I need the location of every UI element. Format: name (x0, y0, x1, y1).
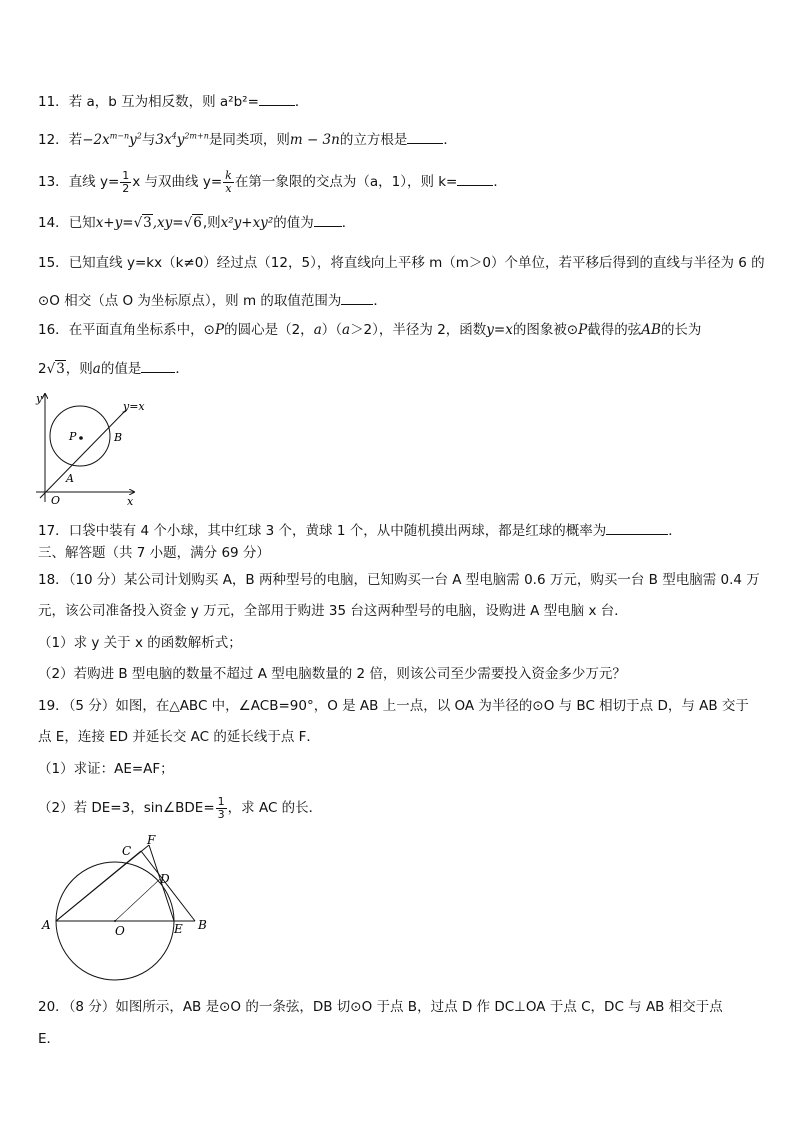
label-b: B (114, 431, 123, 444)
center-point (79, 436, 83, 440)
question-18-line-2: 元，该公司准备投入资金 y 万元，全部用于购进 35 台这两种型号的电脑，设购进 A 型电脑 x 台． (38, 603, 628, 619)
segment-od (115, 879, 160, 921)
section-title: 三、解答题（共 7 小题，满分 69 分） (38, 545, 270, 561)
question-19-part-1: （1）求证：AE=AF； (38, 761, 174, 777)
fraction: $\frac{1}{2}$ (122, 169, 130, 195)
label-y: y (36, 392, 43, 405)
question-18-part-2: （2）若购进 B 型电脑的数量不超过 A 型电脑数量的 2 倍，则该公司至少需要投入资金多少万元？ (38, 666, 626, 682)
question-19-line-2: 点 E，连接 ED 并延长交 AC 的延长线于点 F． (38, 729, 320, 745)
label-b: B (198, 918, 207, 932)
answer-blank (259, 93, 295, 106)
question-17: 17．口袋中装有 4 个小球，其中红球 3 个，黄球 1 个，从中随机摸出两球，都是红球的概率为 ． (38, 523, 682, 539)
question-19-line-1: 19．（5 分）如图，在△ABC 中，∠ACB=90°，O 是 AB 上一点，以 OA 为半径的⊙O 与 BC 相切于点 D，与 AB 交于 (38, 698, 749, 714)
question-13: 13．直线 y= $\frac{1}{2}$ x 与双曲线 y= $\frac{k}{x}$ 在第一象限的交点为（a，1），则 k= ． (38, 169, 507, 195)
answer-blank (314, 214, 342, 227)
question-15-line-1: 15．已知直线 y=kx（k≠0）经过点（12，5），将直线向上平移 m（m＞0）个单位，若平移后得到的直线与半径为 6 的 (38, 255, 765, 271)
answer-blank (341, 292, 373, 305)
question-14: 14．已知x+y=√3,xy=√6,则x²y+xy²的值为 ． (38, 215, 356, 231)
answer-blank (141, 360, 175, 373)
question-number: 11． (38, 94, 69, 110)
label-c: C (122, 844, 132, 858)
question-16-line-1: 16．在平面直角坐标系中，⊙P的圆心是（2，a）（a＞2），半径为 2，函数y=x的图象被⊙P截得的弦AB的长为 (38, 322, 702, 338)
answer-blank (606, 522, 668, 535)
question-18-part-1: （1）求 y 关于 x 的函数解析式； (38, 635, 242, 651)
label-yx: y=x (123, 400, 145, 413)
label-p: P (69, 430, 77, 443)
fraction: $\frac{k}{x}$ (225, 169, 232, 195)
math-term: $-2x^{m-n}y^2$ (82, 131, 142, 148)
answer-blank (407, 131, 443, 144)
question-18-line-1: 18．（10 分）某公司计划购买 A，B 两种型号的电脑，已知购买一台 A 型电脑需 0.6 万元，购买一台 B 型电脑需 0.4 万 (38, 572, 760, 588)
sqrt-3: √3 (133, 215, 152, 231)
question-15-line-2: ⊙O 相交（点 O 为坐标原点），则 m 的取值范围为 ． (38, 293, 387, 309)
sqrt-3: √3 (46, 361, 65, 377)
figure-circle-triangle (38, 830, 218, 990)
math-term: $3x^4y^{2m+n}$ (155, 131, 209, 148)
label-e: E (174, 922, 183, 936)
question-12: 12．若$-2x^{m-n}y^2$与$3x^4y^{2m+n}$是同类项，则m − 3n的立方根是 ． (38, 131, 457, 148)
answer-blank (457, 173, 493, 186)
question-20-line-2: E． (38, 1031, 61, 1047)
question-text: 若 a，b 互为相反数，则 a²b²= (68, 94, 259, 110)
fraction: $\frac{1}{3}$ (217, 795, 225, 821)
label-a: A (66, 472, 74, 485)
label-x: x (127, 495, 134, 508)
question-16-line-2: 2√3，则a的值是 ． (38, 361, 189, 377)
question-11: 11．若 a，b 互为相反数，则 a²b²= ． (38, 94, 309, 110)
question-19-part-2: （2）若 DE=3，sin∠BDE= $\frac{1}{3}$ ，求 AC 的长． (38, 795, 323, 821)
label-a: A (42, 918, 51, 932)
figure-circle-line (30, 388, 150, 508)
label-f: F (147, 833, 156, 847)
label-o: O (115, 924, 125, 938)
question-20-line-1: 20．（8 分）如图所示，AB 是⊙O 的一条弦，DB 切⊙O 于点 B，过点 D 作 DC⊥OA 于点 C，DC 与 AB 相交于点 (38, 999, 723, 1015)
sqrt-6: √6 (183, 215, 202, 231)
label-o: O (51, 494, 61, 507)
label-d: D (160, 872, 170, 886)
segment-cb (141, 851, 195, 921)
center-o (114, 920, 116, 922)
math-expression: m − 3n (289, 132, 340, 148)
